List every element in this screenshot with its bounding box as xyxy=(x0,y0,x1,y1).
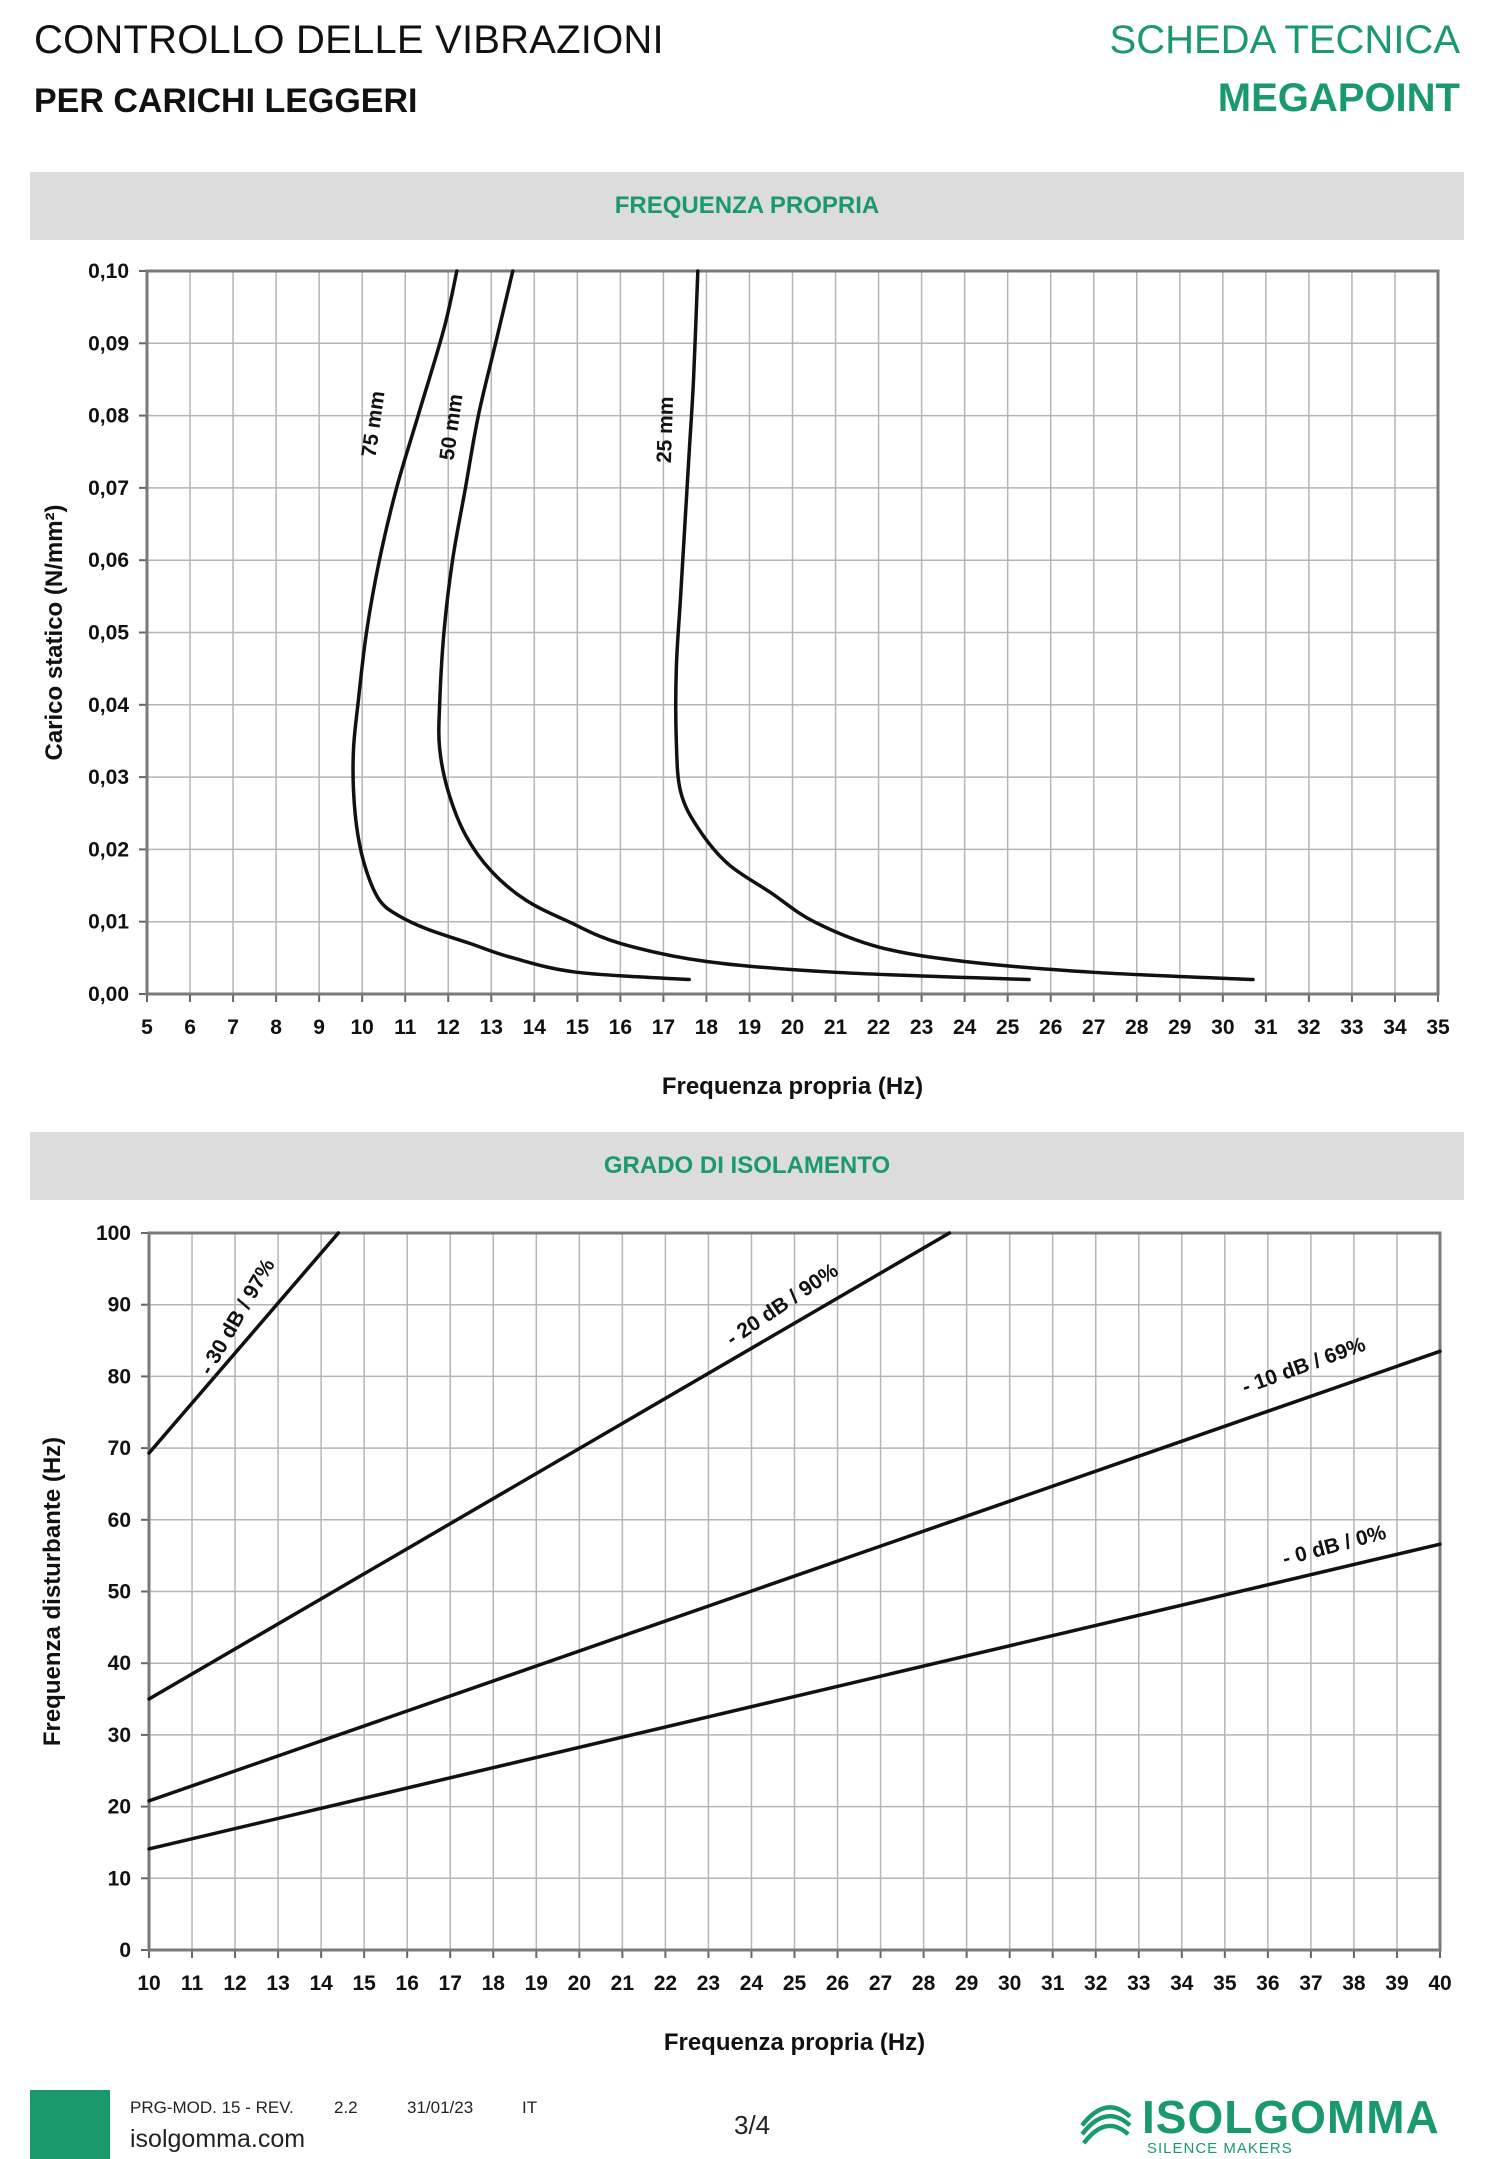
x-tick-label: 23 xyxy=(909,1016,934,1039)
y-tick-label: 0,09 xyxy=(88,332,129,356)
x-tick-label: 7 xyxy=(227,1016,239,1039)
x-tick-label: 23 xyxy=(696,1972,721,1995)
footer-date: 31/01/23 xyxy=(407,2098,474,2117)
x-tick-label: 16 xyxy=(608,1016,633,1039)
chart2-title-band: GRADO DI ISOLAMENTO xyxy=(30,1132,1464,1200)
x-tick-label: 33 xyxy=(1127,1972,1151,1995)
x-tick-label: 36 xyxy=(1256,1972,1280,1995)
x-tick-label: 25 xyxy=(782,1972,807,1995)
x-tick-label: 34 xyxy=(1170,1972,1194,1995)
x-tick-label: 26 xyxy=(825,1972,850,1995)
x-tick-label: 12 xyxy=(223,1972,247,1995)
x-tick-label: 11 xyxy=(394,1016,417,1039)
x-tick-label: 5 xyxy=(141,1016,153,1039)
x-tick-label: 16 xyxy=(395,1972,419,1995)
y-tick-label: 0,03 xyxy=(88,766,129,790)
footer-accent-box xyxy=(30,2090,110,2159)
x-tick-label: 30 xyxy=(1211,1016,1235,1039)
x-tick-label: 40 xyxy=(1428,1972,1452,1995)
x-tick-label: 27 xyxy=(1082,1016,1106,1039)
x-tick-label: 15 xyxy=(565,1016,590,1039)
x-tick-label: 29 xyxy=(954,1972,979,1995)
x-tick-label: 33 xyxy=(1340,1016,1364,1039)
x-tick-label: 11 xyxy=(180,1972,204,1995)
brand-name: ISOLGOMMA xyxy=(1142,2091,1440,2143)
y-tick-label: 0,00 xyxy=(88,983,129,1006)
footer-lang: IT xyxy=(522,2098,538,2117)
x-tick-label: 25 xyxy=(995,1016,1020,1039)
y-tick-label: 10 xyxy=(107,1867,131,1891)
x-tick-label: 18 xyxy=(481,1972,505,1995)
x-tick-label: 34 xyxy=(1383,1016,1407,1039)
y-tick-label: 0,05 xyxy=(88,621,129,645)
y-tick-label: 0,08 xyxy=(88,404,129,428)
x-tick-label: 18 xyxy=(694,1016,719,1039)
x-tick-label: 13 xyxy=(266,1972,290,1995)
series-label: - 20 dB / 90% xyxy=(722,1258,843,1351)
x-tick-label: 35 xyxy=(1426,1016,1450,1039)
y-tick-label: 60 xyxy=(107,1508,131,1532)
x-tick-label: 19 xyxy=(737,1016,762,1039)
series-label: - 30 dB / 97% xyxy=(195,1254,280,1379)
x-tick-label: 22 xyxy=(653,1972,678,1995)
y-tick-label: 70 xyxy=(107,1437,131,1461)
x-tick-label: 27 xyxy=(868,1972,893,1995)
series-label: 75 mm xyxy=(357,389,390,459)
x-tick-label: 39 xyxy=(1385,1972,1409,1995)
y-tick-label: 0,10 xyxy=(88,260,129,283)
x-tick-label: 13 xyxy=(479,1016,503,1039)
y-tick-label: 0,04 xyxy=(88,693,129,717)
x-tick-label: 35 xyxy=(1213,1972,1237,1995)
y-tick-label: 80 xyxy=(107,1365,131,1389)
x-tick-label: 31 xyxy=(1041,1972,1065,1995)
doc-type: SCHEDA TECNICA xyxy=(1109,18,1460,62)
isolgomma-logo-icon xyxy=(1075,2090,1137,2152)
series-line xyxy=(149,1233,338,1453)
x-tick-label: 21 xyxy=(610,1972,635,1995)
footer-rev: 2.2 xyxy=(334,2098,358,2117)
x-axis-label: Frequenza propria (Hz) xyxy=(661,1073,924,1100)
x-tick-label: 9 xyxy=(313,1016,325,1039)
x-tick-label: 24 xyxy=(952,1016,977,1039)
x-tick-label: 8 xyxy=(270,1016,282,1039)
series-line xyxy=(149,1233,949,1699)
x-tick-label: 32 xyxy=(1297,1016,1321,1039)
y-tick-label: 0,07 xyxy=(88,476,129,500)
x-tick-label: 28 xyxy=(911,1972,936,1995)
y-axis-label: Carico statico (N/mm²) xyxy=(41,504,68,761)
series-label: 50 mm xyxy=(435,392,468,462)
chart1-title-band: FREQUENZA PROPRIA xyxy=(30,172,1464,240)
x-tick-label: 28 xyxy=(1125,1016,1149,1039)
y-tick-label: 40 xyxy=(107,1652,131,1676)
footer-site-link[interactable]: isolgomma.com xyxy=(130,2125,306,2153)
x-tick-label: 21 xyxy=(823,1016,848,1039)
y-tick-label: 20 xyxy=(107,1795,131,1819)
series-label: - 10 dB / 69% xyxy=(1238,1332,1369,1399)
y-tick-label: 100 xyxy=(95,1222,131,1245)
x-axis-label: Frequenza propria (Hz) xyxy=(663,2029,926,2056)
x-tick-label: 31 xyxy=(1254,1016,1278,1039)
x-tick-label: 14 xyxy=(522,1016,546,1039)
series-label: - 0 dB / 0% xyxy=(1280,1520,1389,1571)
x-tick-label: 6 xyxy=(184,1016,196,1039)
y-tick-label: 50 xyxy=(107,1580,131,1604)
y-tick-label: 0,06 xyxy=(88,549,129,573)
y-tick-label: 0 xyxy=(119,1939,131,1962)
x-tick-label: 30 xyxy=(997,1972,1022,1995)
brand-tagline: SILENCE MAKERS xyxy=(1147,2140,1293,2157)
x-tick-label: 24 xyxy=(739,1972,764,1995)
series-label: 25 mm xyxy=(652,396,679,464)
y-tick-label: 0,01 xyxy=(88,910,129,934)
x-tick-label: 12 xyxy=(436,1016,460,1039)
page-number: 3/4 xyxy=(734,2110,771,2140)
x-tick-label: 19 xyxy=(524,1972,548,1995)
y-tick-label: 30 xyxy=(107,1723,131,1747)
y-tick-label: 0,02 xyxy=(88,838,129,862)
y-tick-label: 90 xyxy=(107,1293,131,1317)
x-tick-label: 10 xyxy=(137,1972,161,1995)
x-tick-label: 37 xyxy=(1299,1972,1323,1995)
x-tick-label: 10 xyxy=(350,1016,374,1039)
x-tick-label: 17 xyxy=(651,1016,676,1039)
x-tick-label: 15 xyxy=(352,1972,376,1995)
x-tick-label: 17 xyxy=(438,1972,462,1995)
x-tick-label: 20 xyxy=(780,1016,805,1039)
x-tick-label: 14 xyxy=(309,1972,333,1995)
header-subtitle: PER CARICHI LEGGERI xyxy=(34,82,418,120)
product-name: MEGAPOINT xyxy=(1217,76,1460,120)
footer-code: PRG-MOD. 15 - REV. xyxy=(130,2098,294,2117)
x-tick-label: 32 xyxy=(1084,1972,1108,1995)
x-tick-label: 29 xyxy=(1168,1016,1192,1039)
x-tick-label: 38 xyxy=(1342,1972,1366,1995)
header-title: CONTROLLO DELLE VIBRAZIONI xyxy=(34,18,664,62)
y-axis-label: Frequenza disturbante (Hz) xyxy=(39,1436,66,1747)
x-tick-label: 22 xyxy=(866,1016,891,1039)
x-tick-label: 26 xyxy=(1039,1016,1063,1039)
x-tick-label: 20 xyxy=(567,1972,592,1995)
